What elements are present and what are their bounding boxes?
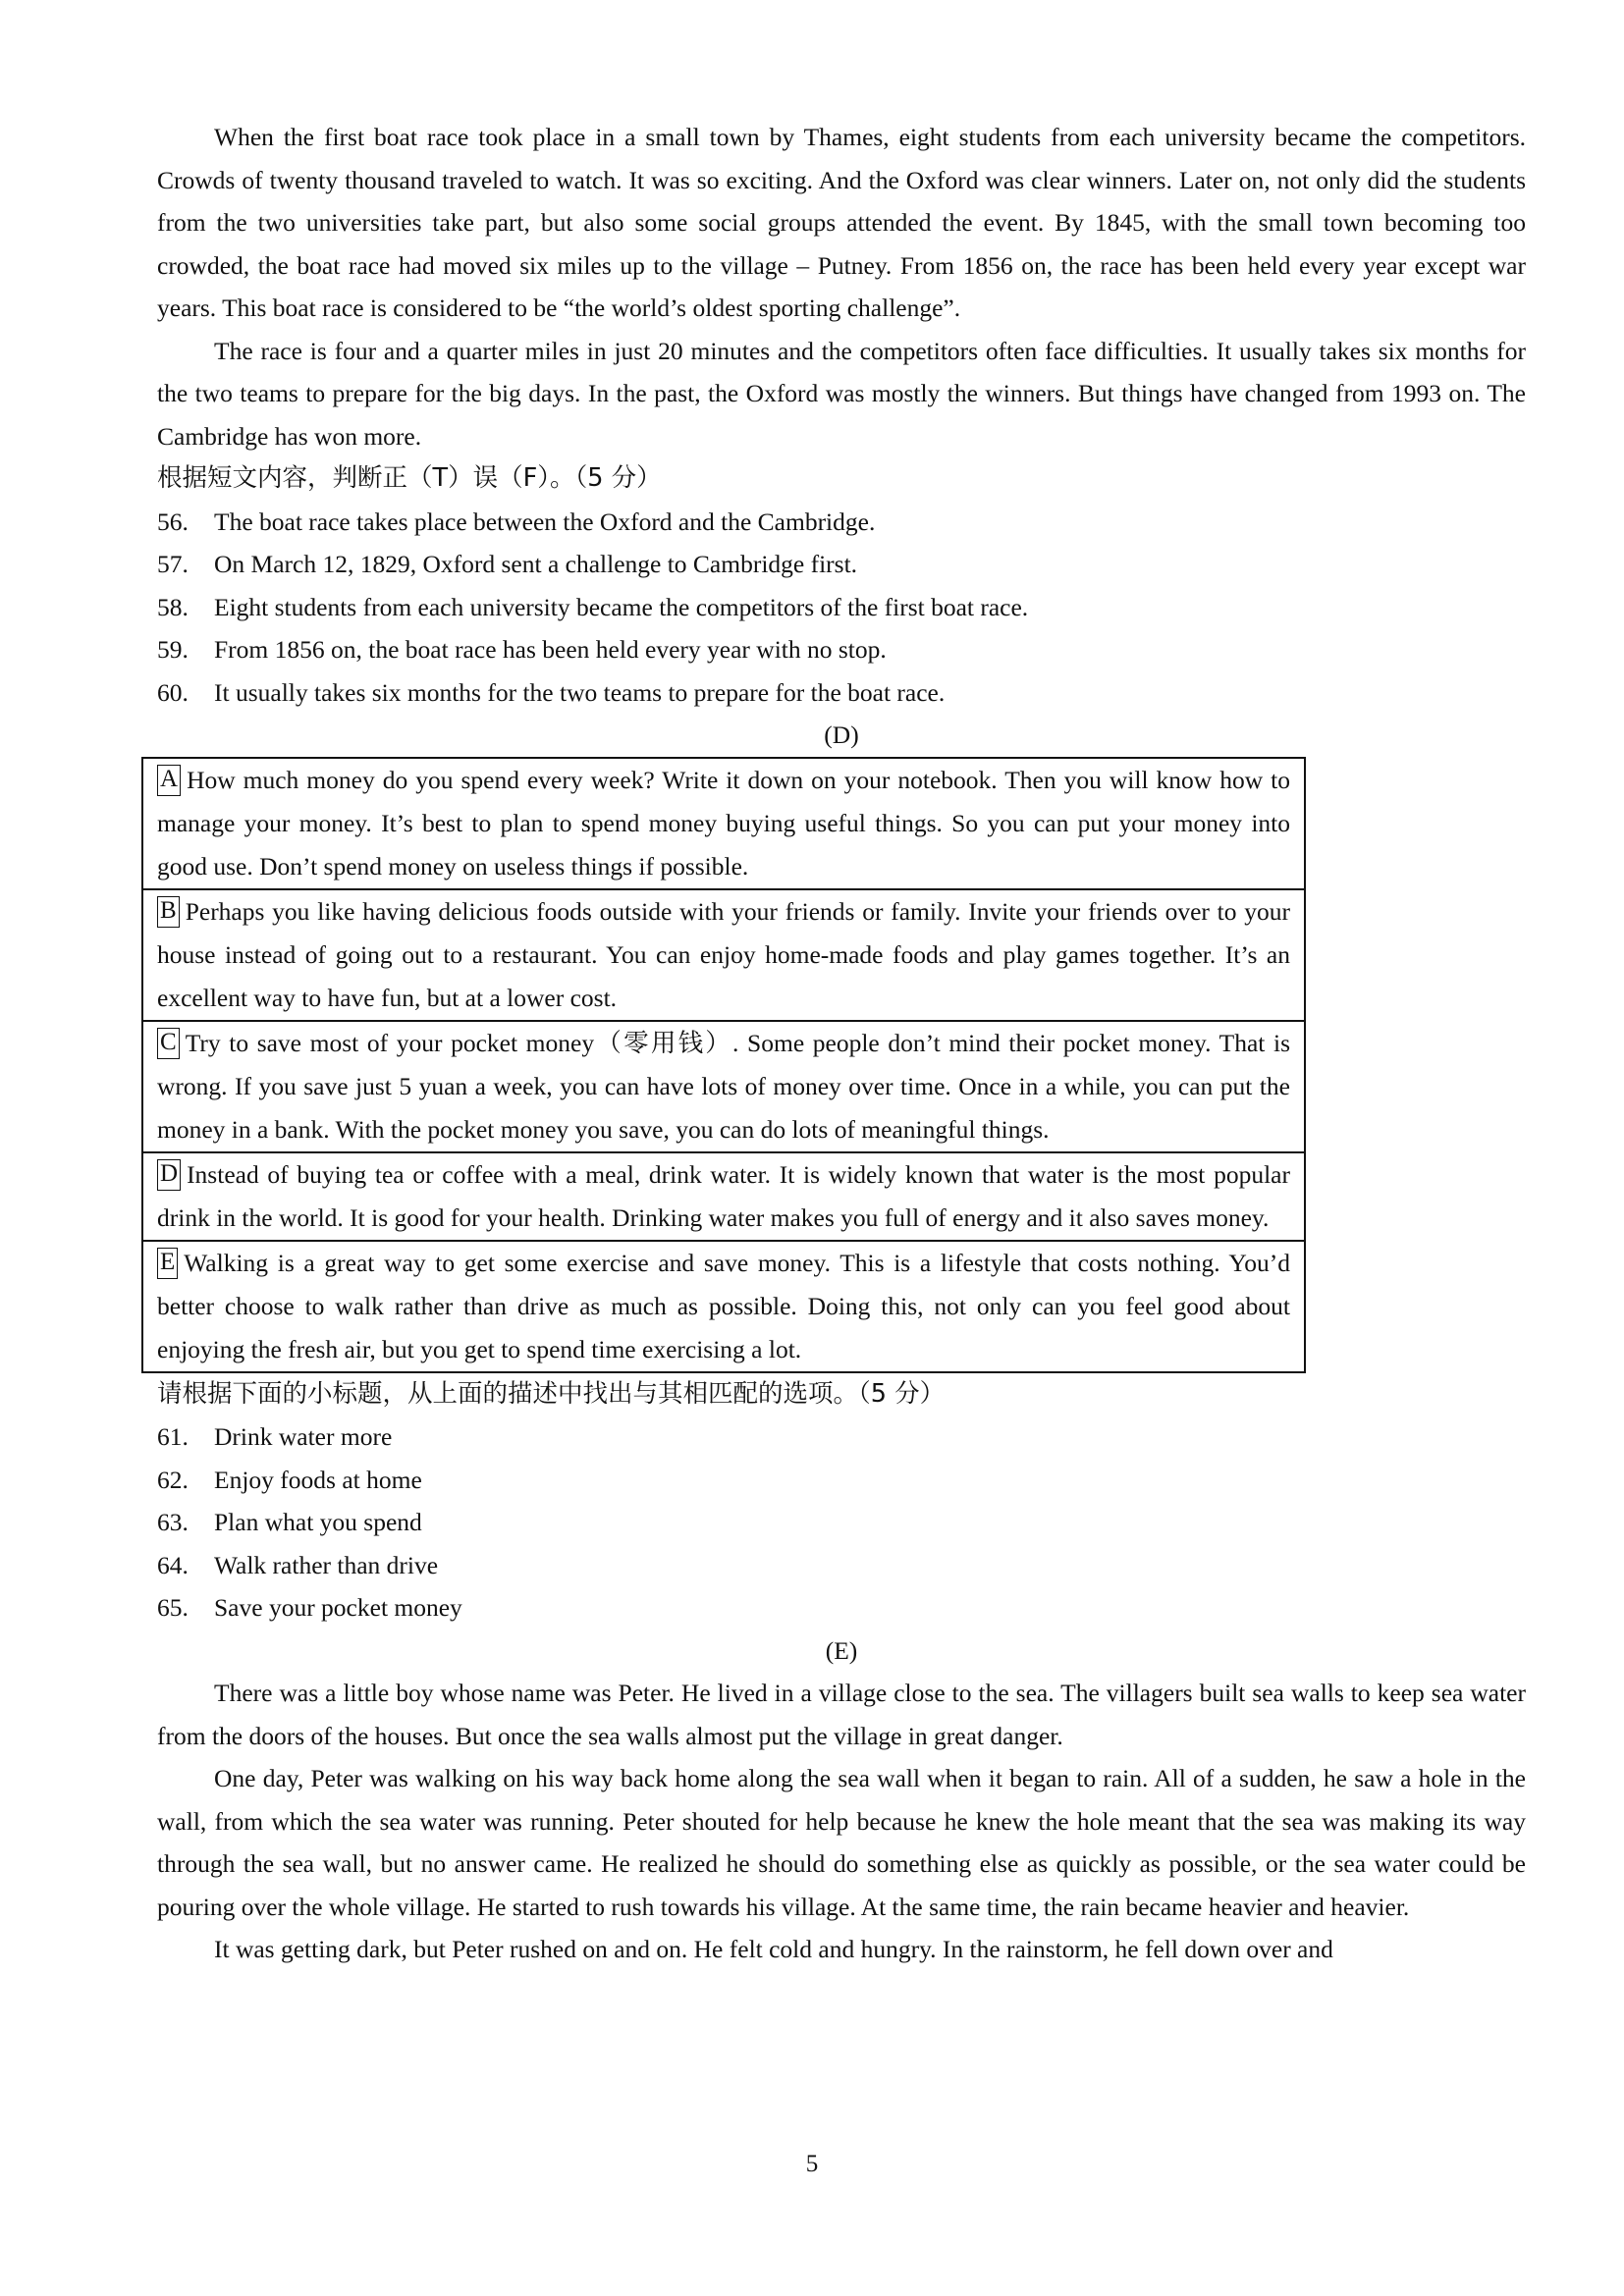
question-62 <box>157 1459 1526 1502</box>
question-number: 64. <box>157 1550 189 1579</box>
question-text: The boat race takes place between the Oxford and the Cambridge. <box>214 507 876 536</box>
option-box-d <box>143 1151 1304 1240</box>
passage-e-paragraph-2: One day, Peter was walking on his way back home along the sea wall when it began to rain. All of a sudden, he saw a hole in the wall, from which the sea water was running. Peter shouted for help because he knew the hole meant that the sea was making its way through the sea wall, but no answer came. He realized he should do something else as quickly as possible, or the sea water could be pouring over the whole village. He started to rush towards his village. At the same time, the rain became heavier and heavier. <box>157 1764 1526 1921</box>
option-tag: D <box>157 1159 181 1191</box>
option-text: Walking is a great way to get some exercise and save money. This is a lifestyle that costs nothing. You’d better choose to walk rather than drive as much as possible. Doing this, not only can you feel good about enjoying the fresh air, but you get to spend time exercising a lot. <box>157 1248 1290 1363</box>
option-box-b <box>143 888 1304 1020</box>
section-heading-e: (E) <box>825 1635 858 1665</box>
question-number: 58. <box>157 592 189 621</box>
option-text: Perhaps you like having delicious foods outside with your friends or family. Invite your friends over to your house instead of going out to a restaurant. You can enjoy home-made foods and play games together. It’s an excellent way to have fun, but at a lower cost. <box>157 896 1290 1012</box>
section-heading-d: (D) <box>824 721 859 749</box>
passage-e-paragraph-3: It was getting dark, but Peter rushed on and on. He felt cold and hungry. In the rainstorm, he fell down over and <box>214 1935 1333 1963</box>
question-59 <box>157 628 1526 671</box>
option-tag: E <box>157 1248 178 1279</box>
question-text: Drink water more <box>214 1422 393 1451</box>
question-65 <box>157 1586 1526 1629</box>
option-tag: A <box>157 765 181 796</box>
option-box-c <box>143 1020 1304 1151</box>
question-number: 61. <box>157 1422 189 1451</box>
option-box-e <box>143 1240 1304 1371</box>
question-number: 59. <box>157 635 189 664</box>
question-number: 65. <box>157 1593 189 1622</box>
question-64 <box>157 1544 1526 1587</box>
question-text: Eight students from each university became the competitors of the first boat race. <box>214 592 1029 621</box>
passage-c-paragraph-2: The race is four and a quarter miles in just 20 minutes and the competitors often face difficulties. It usually takes six months for the two teams to prepare for the big days. In the past, the Oxford was mostly the winners. But things have changed from 1993 on. The Cambridge has won more. <box>157 336 1526 451</box>
option-tag: B <box>157 896 180 928</box>
question-60 <box>157 671 1526 715</box>
question-61 <box>157 1415 1526 1459</box>
question-text: Save your pocket money <box>214 1593 462 1622</box>
question-text: Plan what you spend <box>214 1508 422 1536</box>
question-number: 57. <box>157 550 189 578</box>
option-box-a <box>143 759 1304 888</box>
question-number: 62. <box>157 1465 189 1494</box>
passage-d-instruction: 请根据下面的小标题，从上面的描述中找出与其相匹配的选项。（5 分） <box>157 1378 946 1409</box>
option-text: How much money do you spend every week? Write it down on your notebook. Then you will know how to manage your money. It’s best to plan to spend money buying useful things. So you can put your money into good use. Don’t spend money on useless things if possible. <box>157 765 1290 881</box>
options-table <box>141 757 1306 1373</box>
question-text: It usually takes six months for the two teams to prepare for the boat race. <box>214 677 946 707</box>
question-63 <box>157 1501 1526 1544</box>
question-text: Enjoy foods at home <box>214 1465 422 1494</box>
question-56 <box>157 501 1526 544</box>
question-57 <box>157 543 1526 586</box>
passage-c-instruction: 根据短文内容，判断正（T）误（F）。（5 分） <box>157 463 662 493</box>
question-text: On March 12, 1829, Oxford sent a challenge to Cambridge first. <box>214 550 858 578</box>
passage-c-paragraph-1: When the first boat race took place in a small town by Thames, eight students from each university became the competitors. Crowds of twenty thousand traveled to watch. It was so exciting. And the Oxford was clear winners. Later on, not only did the students from the two universities take part, but also some social groups attended the event. By 1845, with the small town becoming too crowded, the boat race had moved six miles up to the village – Putney. From 1856 on, the race has been held every year except war years. This boat race is considered to be “the world’s oldest sporting challenge”. <box>157 123 1526 322</box>
question-number: 63. <box>157 1508 189 1536</box>
question-text: From 1856 on, the boat race has been held every year with no stop. <box>214 635 887 664</box>
option-tag: C <box>157 1028 180 1059</box>
question-number: 56. <box>157 507 189 536</box>
passage-e-paragraph-1: There was a little boy whose name was Peter. He lived in a village close to the sea. The villagers built sea walls to keep sea water from the doors of the houses. But once the sea walls almost put the village in great danger. <box>157 1679 1526 1750</box>
exam-page <box>157 116 1526 1971</box>
question-text: Walk rather than drive <box>214 1550 439 1579</box>
question-number: 60. <box>157 677 189 707</box>
question-58 <box>157 586 1526 629</box>
option-text: Try to save most of your pocket money（零用钱）. Some people don’t mind their pocket money. That is wrong. If you save just 5 yuan a week, you can have lots of money over time. Once in a while, you can put the money in a bank. With the pocket money you save, you can do lots of meaningful things. <box>157 1028 1290 1144</box>
page-number: 5 <box>805 2151 819 2177</box>
option-text: Instead of buying tea or coffee with a meal, drink water. It is widely known that water is the most popular drink in the world. It is good for your health. Drinking water makes you full of energy and it also saves money. <box>157 1159 1290 1232</box>
